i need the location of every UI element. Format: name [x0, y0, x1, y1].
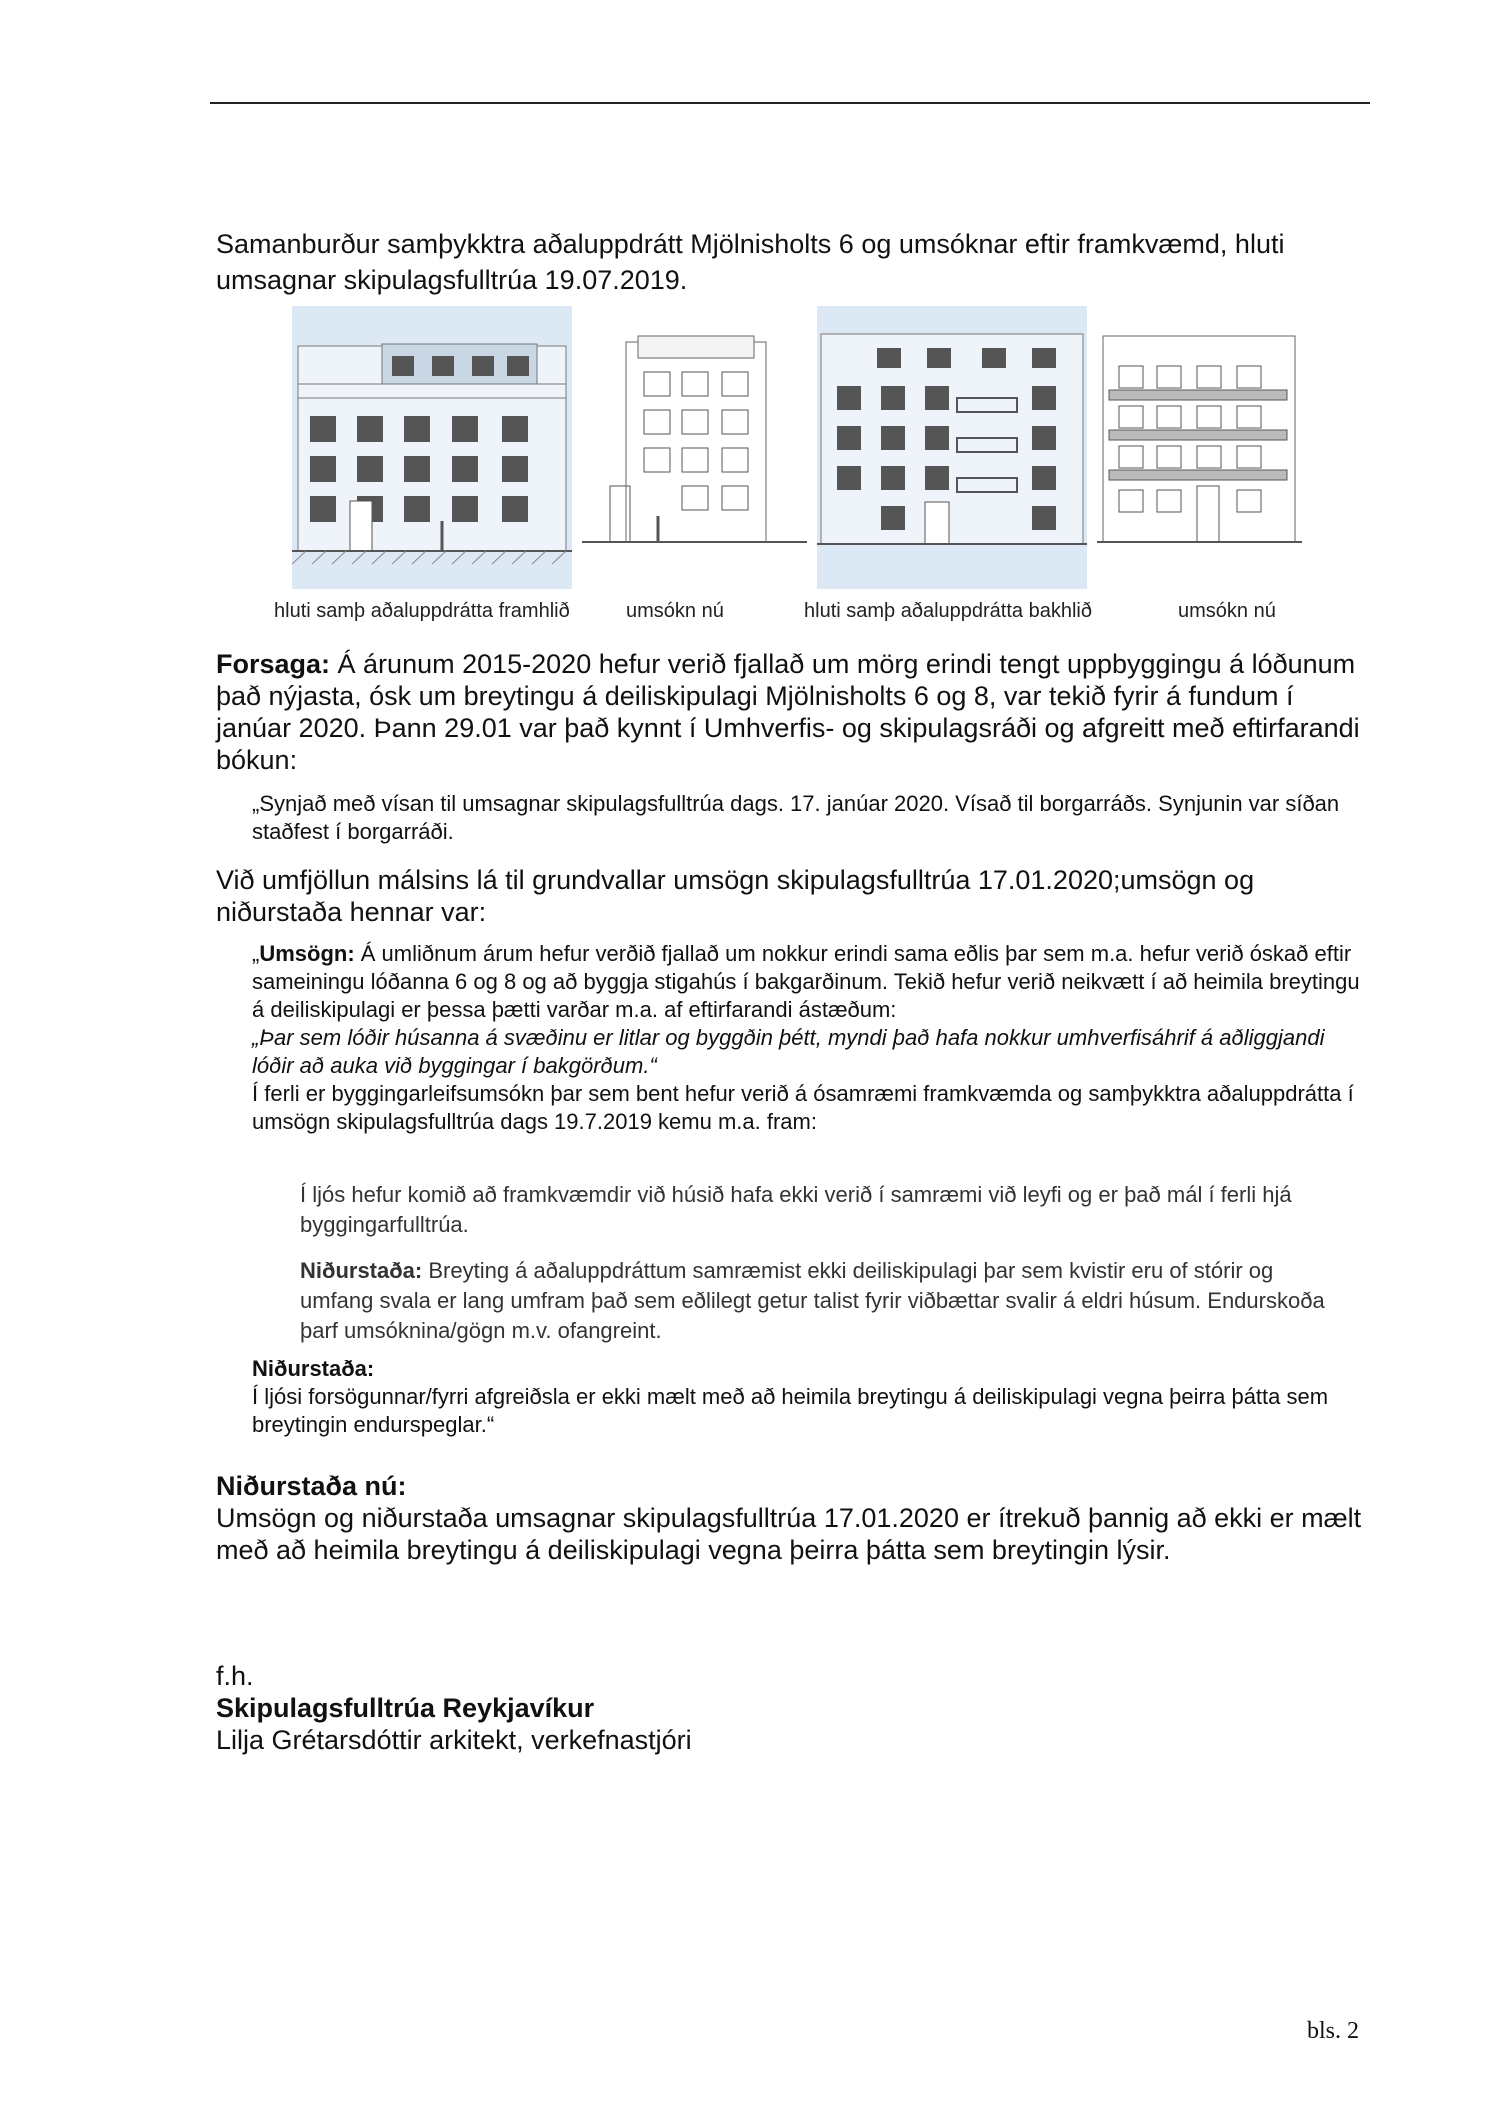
- elevation-drawings: [292, 306, 1312, 606]
- umsogn-quote: [252, 940, 1372, 1136]
- embedded-p1: Í ljós hefur komið að framkvæmdir við húsið hafa ekki verið í samræmi við leyfi og er það mál í ferli hjá byggingarfulltrúa.: [300, 1182, 1292, 1237]
- embedded-text: Breyting á aðaluppdráttum samræmist ekki deiliskipulagi þar sem kvistir eru of stórir og umfang svala er lang umfram það sem eðlilegt getur talist fyrir viðbættar svalir á eldri húsum. Endurskoða þarf umsóknina/gögn m.v. ofangreint.: [300, 1258, 1325, 1343]
- drawing-application-back: [1097, 306, 1302, 589]
- umsogn-paragraph: [252, 940, 1372, 1024]
- bokun-quote: „Synjað með vísan til umsagnar skipulagsfulltrúa dags. 17. janúar 2020. Vísað til borgarráðs. Synjunin var síðan staðfest í borgarráði.: [252, 791, 1340, 844]
- umsogn-text: Á umliðnum árum hefur verðið fjallað um nokkur erindi sama eðlis þar sem m.a. hefur verið óskað eftir sameiningu lóðanna 6 og 8 og að byggja stigahús í bakgarðinum. Tekið hefur verið neikvætt í að heimila breytingu á deiliskipulagi er þessa þætti varðar m.a. af eftirfarandi ástæðum:: [252, 941, 1360, 1022]
- drawing-captions: [256, 600, 1336, 634]
- forsaga-paragraph: [216, 648, 1366, 776]
- umsogn-ferli: Í ferli er byggingarleifsumsókn þar sem bent hefur verið á ósamræmi framkvæmda og samþykktra aðaluppdrátta í umsögn skipulagsfulltrúa dags 19.7.2019 kemu m.a. fram:: [252, 1081, 1354, 1134]
- nidurstada-nu-section: [216, 1470, 1366, 1566]
- signature-fh: f.h.: [216, 1661, 254, 1691]
- embedded-label: Niðurstaða:: [300, 1258, 423, 1283]
- forsaga-label: Forsaga:: [216, 649, 331, 679]
- signature-name: Lilja Grétarsdóttir arkitekt, verkefnastjóri: [216, 1725, 692, 1755]
- drawing-approved-back: [817, 306, 1087, 589]
- caption-application-front: umsókn nú: [626, 600, 724, 622]
- forsaga-text: Á árunum 2015-2020 hefur verið fjallað um mörg erindi tengt uppbyggingu á lóðunum það nýjasta, ósk um breytingu á deiliskipulagi Mjölnisholts 6 og 8, var tekið fyrir á fundum í janúar 2020. Þann 29.01 var það kynnt í Umhverfis- og skipulagsráði og afgreitt með eftirfarandi bókun:: [216, 649, 1360, 775]
- drawing-approved-front: [292, 306, 572, 589]
- nidurstada-text: Í ljósi forsögunnar/fyrri afgreiðsla er ekki mælt með að heimila breytingu á deiliskipulagi vegna þeirra þátta sem breytingin endurspeglar.“: [252, 1384, 1329, 1437]
- umsogn-italic-quote: „Þar sem lóðir húsanna á svæðinu er litlar og byggðin þétt, myndi það hafa nokkur umhverfisáhrif á aðliggjandi lóðir að auka við byggingar í bakgörðum.“: [252, 1025, 1325, 1078]
- embedded-excerpt: [300, 1180, 1340, 1362]
- drawing-application-front: [582, 306, 807, 589]
- page-number: bls. 2: [1307, 2018, 1360, 2044]
- caption-application-back: umsókn nú: [1178, 600, 1276, 622]
- umsogn-open-quote: „: [252, 941, 260, 966]
- signature-block: [216, 1660, 1116, 1756]
- signature-office: Skipulagsfulltrúa Reykjavíkur: [216, 1693, 595, 1723]
- embedded-p2: [300, 1256, 1340, 1346]
- intro-paragraph: Samanburður samþykktra aðaluppdrátt Mjölnisholts 6 og umsóknar eftir framkvæmd, hluti umsagnar skipulagsfulltrúa 19.07.2019.: [216, 229, 1285, 295]
- nidurstada-nu-label: Niðurstaða nú:: [216, 1471, 407, 1501]
- caption-approved-back: hluti samþ aðaluppdrátta bakhlið: [804, 600, 1092, 622]
- caption-approved-front: hluti samþ aðaluppdrátta framhlið: [274, 600, 570, 622]
- nidurstada-quote: [252, 1355, 1372, 1439]
- umsogn-label: Umsögn:: [259, 941, 355, 966]
- umfjollun-paragraph: Við umfjöllun málsins lá til grundvallar umsögn skipulagsfulltrúa 17.01.2020;umsögn og niðurstaða hennar var:: [216, 865, 1255, 927]
- top-rule: [210, 102, 1370, 104]
- nidurstada-label: Niðurstaða:: [252, 1356, 375, 1381]
- nidurstada-nu-text: Umsögn og niðurstaða umsagnar skipulagsfulltrúa 17.01.2020 er ítrekuð þannig að ekki er mælt með að heimila breytingu á deiliskipulagi vegna þeirra þátta sem breytingin lýsir.: [216, 1503, 1362, 1565]
